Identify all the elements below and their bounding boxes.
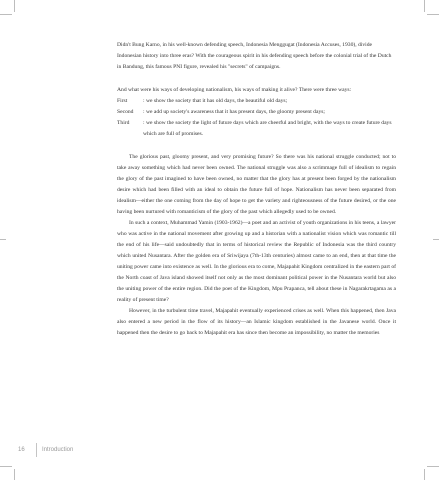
crop-mark-top-right-v <box>424 0 425 12</box>
page-number: 16 <box>18 447 25 453</box>
way-text: : we show the society the light of future days which are cheerful and bright, with the ways to create future days which are full of promises. <box>143 120 392 137</box>
body-paragraph: In such a context, Muhammad Yamin (1903-1962)—a poet and an activist of youth organizations in his teens, a lawyer who was active in the national movement after growing up and a historian with a nationalist vision which was romantic till the end of his life—said undoubtedly that in terms of historical review the Republic of Indonesia was the third country which united Nusantara. After the golden era of Sriwijaya (7th-13th centuries) almost came to an end, then at that time the uniting power came into existence as well. In the glorious era to come, Majapahit Kingdom centralized in the eastern part of the North coast of Java island showed itself not only as the most dominant political power in the Nusantara world but also the uniting power of the entire region. Did the poet of the Kingdom, Mpu Prapanca, tell about these in Nagarakrtagama as a reality of present time? <box>117 220 396 303</box>
intro-paragraph: Didn't Bung Karno, in his well-known defending speech, Indonesia Menggugat (Indonesia Accuses, 1930), divide Indonesian history into three eras? With the courageous spirit in his defending speech before the colonial trial of the Dutch in Bandung, this famous PNI figure, revealed his "secrets" of campaigns. <box>117 42 392 70</box>
question-paragraph: And what were his ways of developing nationalism, his ways of making it alive? There were three ways: <box>117 87 352 93</box>
crop-mark-bottom-right-v <box>424 469 425 480</box>
way-text: : we show the society that it has old days, the beautiful old days; <box>143 98 288 104</box>
crop-mark-top-left-h <box>0 14 12 15</box>
crop-mark-bottom-left-v <box>14 469 15 480</box>
way-item <box>117 107 396 118</box>
crop-mark-top-right-h <box>427 14 439 15</box>
registration-mark-left <box>0 239 6 240</box>
body-paragraph: However, in the turbulent time travel, Majapahit eventually experienced crises as well. When this happened, then Java also entered a new period in the flow of its history—an Islamic kingdom established in the Javanese world. Once it happened then the desire to go back to Majapahit era has since then become an impossibility, no matter the memories <box>117 308 396 336</box>
registration-mark-right <box>433 239 439 240</box>
page-body <box>117 40 396 339</box>
section-title: Introduction <box>42 447 74 453</box>
body-paragraph: The glorious past, gloomy present, and very promising future? So there was his national struggle conducted; not to take away something which had never been owned. The national struggle was also a scrimmage full of idealism to regain the glory of the past imagined to have been owned, no matter that the glory has at present been forged by the nationalism desire which had been filled with an ideal to obtain the future full of hope. Nationalism has never been separated from idealism—either the one coming from the day of hope to get the variety and righteousness of the future desired, or the one having been nurtured with romanticism of the glory of the past which allegedly used to be owned. <box>117 154 396 215</box>
way-text: : we add up society's awareness that it has present days, the gloomy present days; <box>143 109 325 115</box>
page-footer <box>18 443 73 457</box>
way-item <box>117 118 396 140</box>
way-label: First <box>117 98 128 104</box>
crop-mark-bottom-left-h <box>0 466 12 467</box>
footer-divider <box>36 443 37 457</box>
way-item <box>117 96 396 107</box>
way-label: Second <box>117 109 134 115</box>
ways-list <box>117 96 396 140</box>
crop-mark-top-left-v <box>14 0 15 12</box>
crop-mark-bottom-right-h <box>427 466 439 467</box>
way-label: Third <box>117 120 130 126</box>
